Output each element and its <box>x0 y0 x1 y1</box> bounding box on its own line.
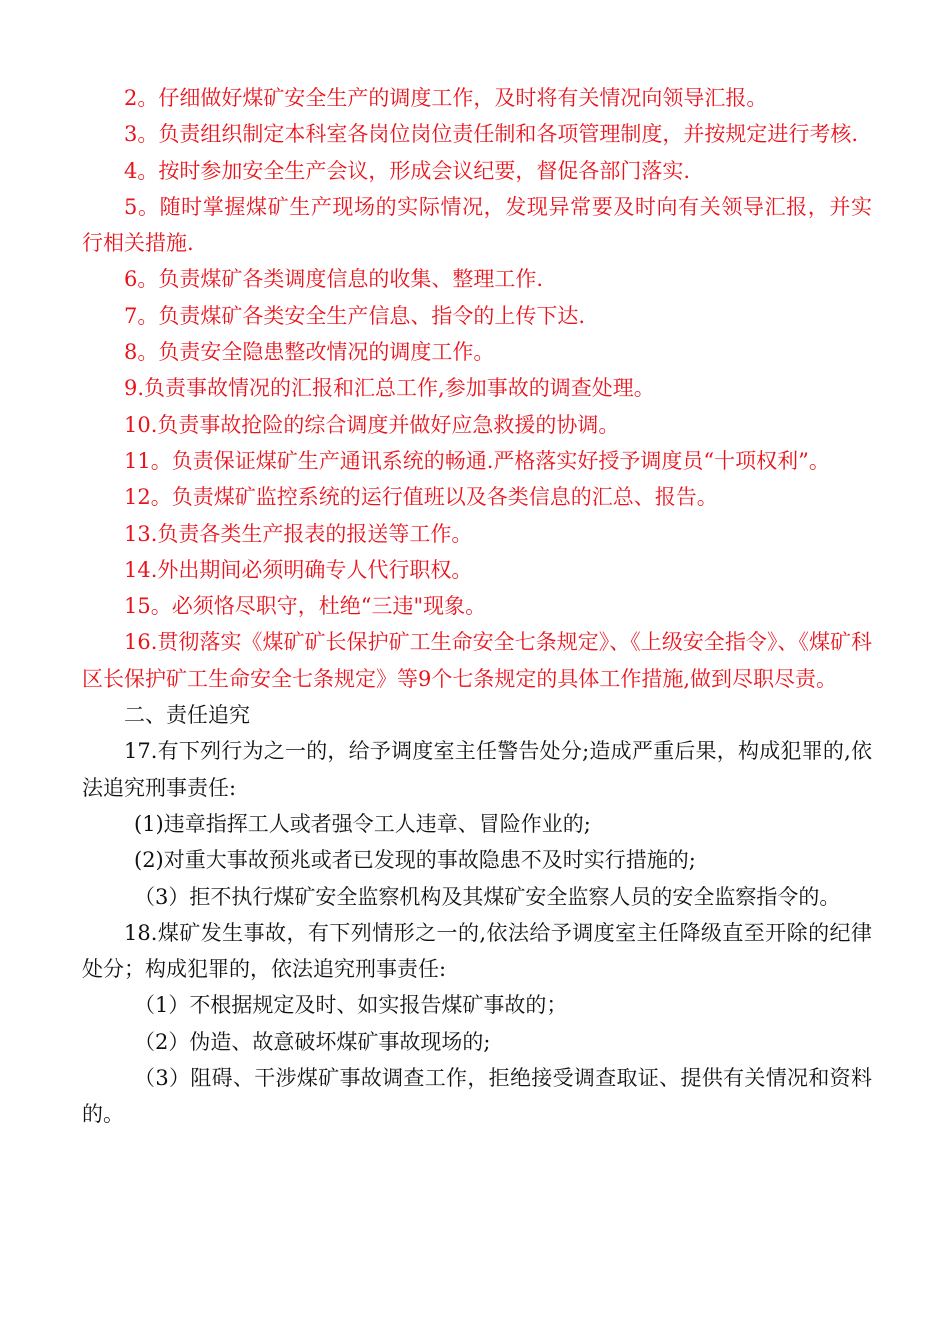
liability-clause-paragraph: 18.煤矿发生事故，有下列情形之一的,依法给予调度室主任降级直至开除的纪律处分；构成犯罪的，依法追究刑事责任: <box>82 920 872 982</box>
liability-clause-paragraph: 17.有下列行为之一的，给予调度室主任警告处分;造成严重后果，构成犯罪的,依法追究刑事责任: <box>82 739 872 800</box>
liability-clause-paragraph: （3）拒不执行煤矿安全监察机构及其煤矿安全监察人员的安全监察指令的。 <box>134 884 841 909</box>
duty-clause-paragraph: 16.贯彻落实《煤矿矿长保护矿工生命安全七条规定》、《上级安全指令》、《煤矿科区长保护矿工生命安全七条规定》等9个七条规定的具体工作措施,做到尽职尽责。 <box>82 630 872 691</box>
duty-clause-paragraph: 13.负责各类生产报表的报送等工作。 <box>124 521 473 546</box>
duty-clause-paragraph: 4。按时参加安全生产会议，形成会议纪要，督促各部门落实. <box>124 158 691 183</box>
liability-clause-paragraph: (2)对重大事故预兆或者已发现的事故隐患不及时实行措施的; <box>134 848 696 873</box>
duty-clause-paragraph: 14.外出期间必须明确专人代行职权。 <box>124 557 473 582</box>
duty-clause-paragraph: 10.负责事故抢险的综合调度并做好应急救援的协调。 <box>124 412 620 437</box>
document-page <box>82 80 872 1133</box>
duty-clause-paragraph: 2。仔细做好煤矿安全生产的调度工作，及时将有关情况向领导汇报。 <box>124 86 768 110</box>
duty-clause-paragraph: 7。负责煤矿各类安全生产信息、指令的上传下达. <box>124 303 586 328</box>
duty-clause-paragraph: 15。必须恪尽职守，杜绝“三违"现象。 <box>124 594 487 619</box>
duty-clause-paragraph: 3。负责组织制定本科室各岗位岗位责任制和各项管理制度，并按规定进行考核. <box>124 122 859 147</box>
liability-clause-paragraph: （1）不根据规定及时、如实报告煤矿事故的； <box>134 993 568 1018</box>
duty-clause-paragraph: 12。负责煤矿监控系统的运行值班以及各类信息的汇总、报告。 <box>124 485 718 510</box>
liability-clause-paragraph: (1)违章指挥工人或者强令工人违章、冒险作业的; <box>134 811 591 836</box>
liability-clause-paragraph: 二、责任追究 <box>124 703 250 728</box>
duty-clause-paragraph: 6。负责煤矿各类调度信息的收集、整理工作. <box>124 267 544 292</box>
liability-clause-paragraph: （2）伪造、故意破坏煤矿事故现场的; <box>134 1029 491 1054</box>
duty-clause-paragraph: 8。负责安全隐患整改情况的调度工作。 <box>124 340 495 365</box>
duty-clause-paragraph: 5。随时掌握煤矿生产现场的实际情况，发现异常要及时向有关领导汇报，并实行相关措施. <box>82 194 872 256</box>
liability-clause-paragraph: （3）阻碍、干涉煤矿事故调查工作，拒绝接受调查取证、提供有关情况和资料的。 <box>82 1066 872 1127</box>
duty-clause-paragraph: 9.负责事故情况的汇报和汇总工作,参加事故的调查处理。 <box>124 376 655 401</box>
duty-clause-paragraph: 11。负责保证煤矿生产通讯系统的畅通.严格落实好授予调度员“十项权利”。 <box>124 448 830 473</box>
